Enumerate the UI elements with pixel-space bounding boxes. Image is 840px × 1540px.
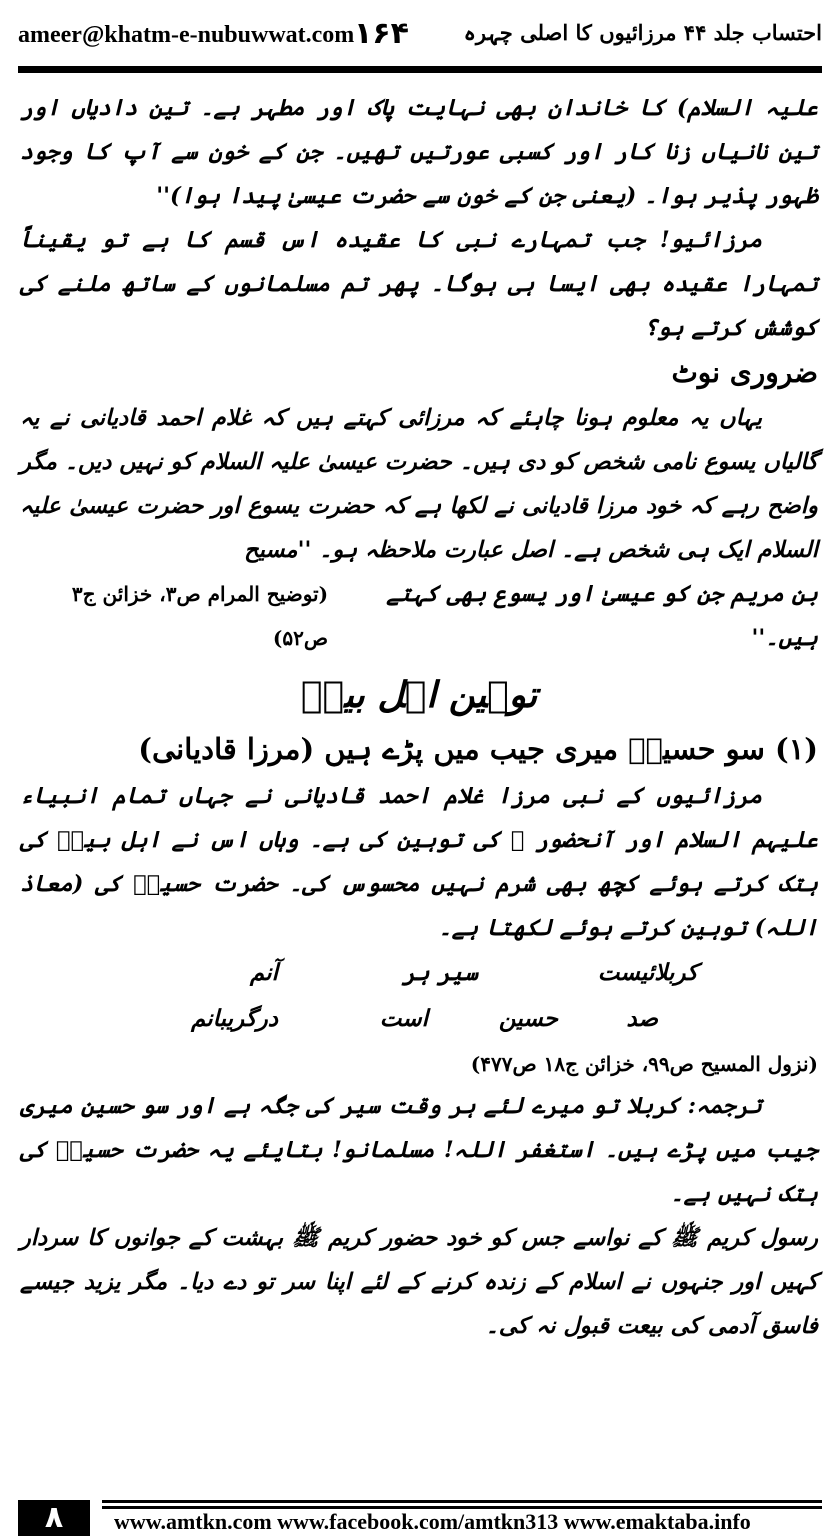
paragraph-1: علیہ السلام) کا خاندان بھی نہایت پاک اور مطہر ہے۔ تین دادیاں اور تین نانیاں زنا کار اور کسبی عورتیں تھیں۔ جن کے خون سے آپ کا وجود ظہور پذیر ہوا۔ (یعنی جن کے خون سے حضرت عیسیٰ پیدا ہوا)'' bbox=[20, 95, 818, 209]
page-footer bbox=[18, 1500, 822, 1536]
sub-title: (۱) سو حسینؓ میری جیب میں پڑے ہیں (مرزا قادیانی) bbox=[138, 732, 818, 766]
paragraph-3-last-line bbox=[20, 572, 818, 660]
footer-links[interactable]: www.amtkn.com www.facebook.com/amtkn313 www.emaktaba.info bbox=[114, 1509, 751, 1534]
page-number: ۱۶۴ bbox=[354, 16, 409, 51]
couplet-word: صد bbox=[626, 1005, 658, 1032]
paragraph-4 bbox=[20, 774, 818, 950]
note-heading: ضروری نوٹ bbox=[671, 356, 818, 389]
page-body bbox=[20, 86, 818, 1348]
paragraph-4-text: مرزائیوں کے نبی مرزا غلام احمد قادیانی نے جہاں تمام انبیاء علیہم السلام اور آنحضور ﷺ کی توہین کی ہے۔ وہاں اس نے اہل بیتؓ کی ہتک کرتے ہوئے کچھ بھی شرم نہیں محسوس کی۔ حضرت حسینؓ کی (معاذ اللہ) توہین کرتے ہوئے لکھتا ہے۔ bbox=[20, 783, 818, 941]
couplet-word: آنم bbox=[249, 959, 278, 986]
header-rule bbox=[18, 66, 822, 73]
paragraph-3 bbox=[20, 396, 818, 572]
paragraph-5-text: ترجمہ: کربلا تو میرے لئے ہر وقت سیر کی جگہ ہے اور سو حسین میری جیب میں پڑے ہیں۔ استغفر اللہ! مسلمانو! بتایئے یہ حضرت حسینؓ کی ہتک نہیں ہے۔ bbox=[20, 1093, 818, 1207]
paragraph-2 bbox=[20, 218, 818, 350]
citation-nuzul: (نزول المسیح ص۹۹، خزائن ج۱۸ ص۴۷۷) bbox=[470, 1052, 818, 1076]
page-header bbox=[18, 18, 822, 58]
paragraph-3-last: بن مریم جن کو عیسیٰ اور یسوع بھی کہتے ہیں۔'' bbox=[386, 581, 818, 651]
section-title: توہین اہل بیتؓ bbox=[300, 674, 538, 716]
couplet-word: کربلائیست bbox=[597, 959, 698, 986]
paragraph-3-text: یہاں یہ معلوم ہونا چاہئے کہ مرزائی کہتے ہیں کہ غلام احمد قادیانی نے یہ گالیاں یسوع نامی شخص کو دی ہیں۔ حضرت عیسیٰ علیہ السلام کو نہیں دیں۔ مگر واضح رہے کہ خود مرزا قادیانی نے لکھا ہے کہ حضرت یسوع اور حضرت عیسیٰ علیہ السلام ایک ہی شخص ہے۔ اصل عبارت ملاحظہ ہو۔ ''مسیح bbox=[20, 405, 818, 563]
couplet-word: درگریبانم bbox=[190, 1005, 278, 1032]
couplet-word: است bbox=[379, 1005, 428, 1032]
paragraph-5 bbox=[20, 1084, 818, 1216]
citation-tawzih: (توضیح المرام ص۳، خزائن ج۳ ص۵۲) bbox=[71, 582, 329, 650]
couplet-word: سیر ہر bbox=[402, 959, 478, 986]
couplet-word: حسین bbox=[498, 1005, 558, 1032]
running-title: احتساب جلد ۴۴ مرزائیوں کا اصلی چہرہ bbox=[463, 20, 822, 45]
persian-couplet bbox=[20, 950, 818, 1044]
paragraph-2-text: مرزائیو! جب تمہارے نبی کا عقیدہ اس قسم کا ہے تو یقیناً تمہارا عقیدہ بھی ایسا ہی ہوگا۔ پھر تم مسلمانوں کے ساتھ ملنے کی کوشش کرتے ہو؟ bbox=[20, 227, 818, 341]
header-email: ameer@khatm-e-nubuwwat.com bbox=[18, 22, 355, 48]
footer-rule-top bbox=[102, 1500, 822, 1503]
footer-page-box: ۸ bbox=[18, 1500, 90, 1536]
paragraph-6: رسول کریم ﷺ کے نواسے جس کو خود حضور کریم ﷺ بہشت کے جوانوں کا سردار کہیں اور جنہوں نے اسلام کے زندہ کرنے کے لئے اپنا سر تو دے دیا۔ مگر یزید جیسے فاسق آدمی کی بیعت قبول نہ کی۔ bbox=[20, 1225, 818, 1339]
